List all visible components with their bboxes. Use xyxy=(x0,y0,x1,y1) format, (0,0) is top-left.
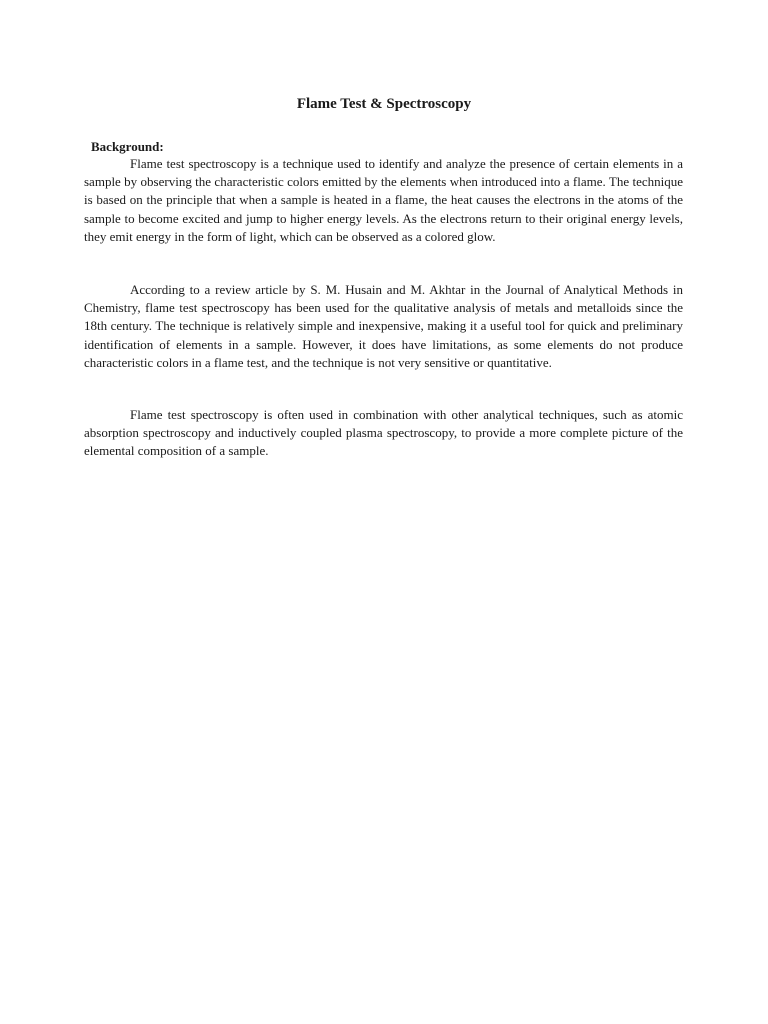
paragraph-3: Flame test spectroscopy is often used in combination with other analytical techniques, such as atomic absorption spectroscopy and inductively coupled plasma spectroscopy, to provide a more complete picture of the elemental composition of a sample. xyxy=(84,407,683,459)
paragraph-2: According to a review article by S. M. Husain and M. Akhtar in the Journal of Analytical Methods in Chemistry, flame test spectroscopy has been used for the qualitative analysis of metals and metalloids since the 18th century. The technique is relatively simple and inexpensive, making it a useful tool for quick and preliminary identification of elements in a sample. However, it does have limitations, as some elements do not produce characteristic colors in a flame test, and the technique is not very sensitive or quantitative. xyxy=(84,282,683,370)
section-heading-background: Background: xyxy=(91,139,164,154)
paragraph-1: Flame test spectroscopy is a technique used to identify and analyze the presence of certain elements in a sample by observing the characteristic colors emitted by the elements when introduced into a flame. The technique is based on the principle that when a sample is heated in a flame, the heat causes the electrons in the atoms of the sample to become excited and jump to higher energy levels. As the electrons return to their original energy levels, they emit energy in the form of light, which can be observed as a colored glow. xyxy=(84,156,683,244)
document-title: Flame Test & Spectroscopy xyxy=(296,96,472,112)
